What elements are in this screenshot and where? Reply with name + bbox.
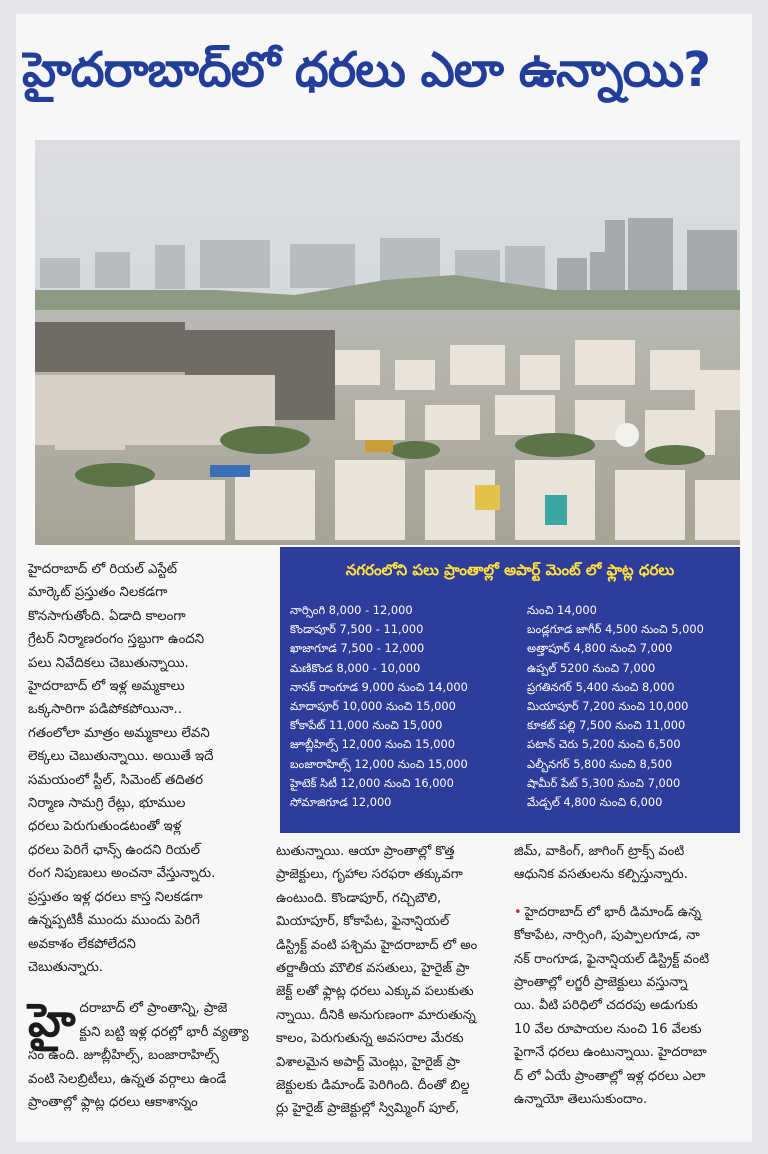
- article-paragraph: హైదరాబాద్ లో రియల్ ఎస్టేట్ మార్కెట్ ప్రస్తుతం నిలకడగా కొనసాగుతోంది. ఏడాది కాలంగా గ్రేటర్ నిర్మాణరంగం స్తబ్దుగా ఉందని పలు నివేదికలు చెబుతున్నాయి. హైదరాబాద్ లో ఇళ్ల అమ్మకాలు ఒక్కసారిగా పడిపోకపోయినా.. గతంలోలా మాత్రం అమ్మకాలు లేవని లెక్కలు చెబుతున్నాయి. అయితే ఇదే సమయంలో స్టీల్, సిమెంట్ తదితర నిర్మాణ సామగ్రి రేట్లు, భూముల ధరలు పెరుగుతుండటంతో ఇళ్ల ధరలు పెరిగే ఛాన్స్ ఉందని రియల్ రంగ నిపుణులు అంచనా వేస్తున్నారు. ప్రస్తుతం ఇళ్ల ధరలు కాస్త నిలకడగా ఉన్నప్పటికీ ముందు ముందు పెరిగే అవకాశం లేకపోలేదని చెబుతున్నారు.: [28, 562, 216, 975]
- article-paragraph-text: హైదరాబాద్ లో భారీ డిమాండ్ ఉన్న కోకాపేట, నార్సింగి, పుప్పాలగూడ, నా నక్ రాంగూడ, ఫైనాన్షియల్ డిస్ట్రిక్ట్ వంటి ప్రాంతాల్లో లగ్జరీ ప్రాజెక్టులు వస్తున్నా యి. వీటి పరిధిలో చదరపు అడుగుకు 10 వేల రూపాయల నుంచి 16 వేలకు పైగానే ధరలు ఉంటున్నాయి. హైదరాబా ద్ లో ఏయే ప్రాంతాల్లో ఇళ్ల ధరలు ఎలా ఉన్నాయో తెలుసుకుందాం.: [514, 904, 710, 1108]
- price-row: కొండాపూర్ 7,500 - 11,000: [290, 622, 424, 637]
- price-row: నార్సింగి 8,000 - 12,000: [290, 603, 413, 617]
- headline: హైదరాబాద్‌లో ధరలు ఎలా ఉన్నాయి?: [22, 42, 711, 98]
- article-paragraph-text: దరాబాద్ లో ప్రాంతాన్ని, ప్రాజె క్టుని బట్టి ఇళ్ల ధరల్లో భారీ వ్యత్యా సం ఉంది. జూబ్లీహిల్స్, బంజారాహిల్స్ వంటి సెలబ్రిటీలు, ఉన్నత వర్గాలు ఉండే ప్రాంతాల్లో ఫ్లాట్ల ధరలు ఆకాశాన్నం: [28, 1001, 249, 1110]
- city-skyline-photo: [35, 140, 740, 545]
- price-row: నుంచి 14,000: [527, 603, 597, 617]
- price-row: బంజారాహిల్స్ 12,000 నుంచి 15,000: [290, 756, 468, 771]
- price-row: అత్తాపూర్ 4,800 నుంచి 7,000: [527, 641, 673, 656]
- article-paragraph-bulleted: [514, 901, 742, 1112]
- bullet-icon: •: [514, 904, 522, 920]
- price-row: ఎల్బీనగర్ 5,800 నుంచి 8,500: [527, 756, 673, 771]
- price-row: ఉప్పల్ 5200 నుంచి 7,000: [527, 660, 656, 675]
- price-list-box: [280, 547, 740, 833]
- drop-cap: హై: [28, 993, 76, 1048]
- price-row: మేడ్చల్ 4,800 నుంచి 6,000: [527, 795, 663, 810]
- price-row: పటాన్ చెరు 5,200 నుంచి 6,500: [527, 737, 681, 752]
- price-row: కోకాపేట్ 11,000 నుంచి 15,000: [290, 718, 443, 733]
- price-row: ప్రగతినగర్ 5,400 నుంచి 8,000: [527, 679, 675, 694]
- price-row: మియాపూర్ 7,200 నుంచి 10,000: [527, 699, 689, 714]
- price-row: బండ్లగూడ జాగీర్ 4,500 నుంచి 5,000: [527, 622, 704, 637]
- article-paragraph: జిమ్, వాకింగ్, జాగింగ్ ట్రాక్స్ వంటి ఆధునిక వసతులను కల్పిస్తున్నారు.: [514, 844, 688, 883]
- price-row: హైటెక్ సిటీ 12,000 నుంచి 16,000: [290, 775, 454, 790]
- article-column-2: [276, 840, 502, 1135]
- price-row: జూబ్లీహిల్స్ 12,000 నుంచి 15,000: [290, 737, 456, 752]
- price-list-right-column: [527, 601, 737, 812]
- article-paragraph-dropcap: [28, 993, 268, 1114]
- price-row: షామీర్ పేట్ 5,300 నుంచి 7,000: [527, 775, 681, 790]
- article-column-1: [28, 558, 268, 1132]
- price-list-left-column: [290, 601, 528, 812]
- price-row: నానక్ రాంగూడ 9,000 నుంచి 14,000: [290, 679, 468, 694]
- price-list-title: నగరంలోని పలు ప్రాంతాల్లో అపార్ట్ మెంట్ లో ఫ్లాట్ల ధరలు: [345, 561, 675, 579]
- article-column-3: [514, 840, 742, 1125]
- price-row: ఖాజాగూడ 7,500 - 12,000: [290, 641, 425, 656]
- price-row: సోమాజిగూడ 12,000: [290, 795, 392, 810]
- price-row: మణికొండ 8,000 - 10,000: [290, 660, 421, 675]
- price-row: కూకట్ పల్లి 7,500 నుంచి 11,000: [527, 718, 686, 733]
- article-paragraph: టుతున్నాయి. ఆయా ప్రాంతాల్లో కొత్త ప్రాజెక్టులు, గృహాల సరఫరా తక్కువగా ఉంటుంది. కొండాపూర్, గచ్చిబౌలి, మియాపూర్, కోకాపేట, ఫైనాన్షియల్ డిస్ట్రిక్ట్ వంటి పశ్చిమ హైదరాబాద్ లో అం తర్జాతీయ మౌలిక వసతులు, హైరైజ్ ప్రా జెక్ట్ లతో ఫ్లాట్ల ధరలు ఎక్కువ పలుకుతు న్నాయి. దీనికి అనుగుణంగా మారుతున్న కాలం, పెరుగుతున్న అవసరాల మేరకు విశాలమైన అపార్ట్ మెంట్లు, హైరైజ్ ప్రా జెక్టులకు డిమాండ్ పెరిగింది. దీంతో బిల్డ ర్లు హైరైజ్ ప్రాజెక్టుల్లో స్విమ్మింగ్ పూల్,: [276, 844, 478, 1117]
- price-row: మాదాపూర్ 10,000 నుంచి 15,000: [290, 699, 456, 714]
